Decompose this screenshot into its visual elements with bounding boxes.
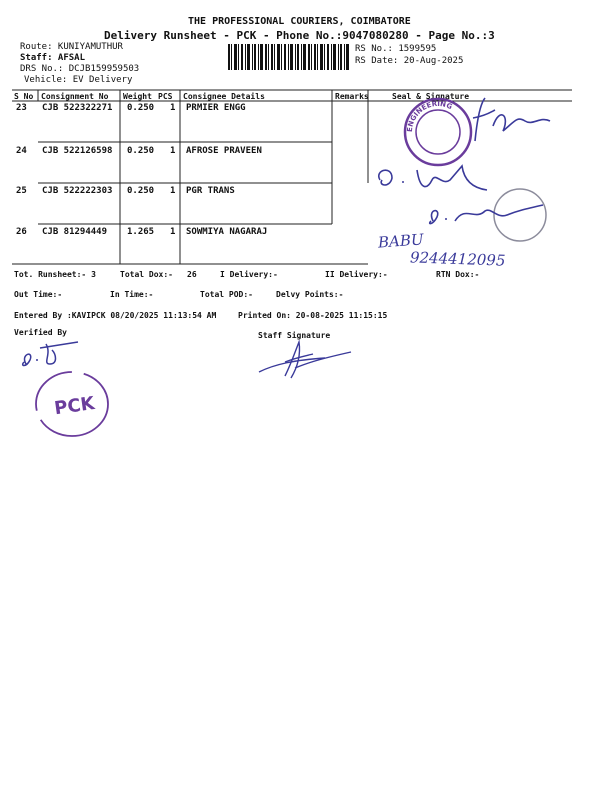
row-sno: 23 [16, 103, 27, 113]
drs-number: DRS No.: DCJB159959503 [20, 64, 140, 74]
staff-label: Staff: AFSAL [20, 53, 86, 63]
verified-by-label: Verified By [14, 328, 67, 337]
svg-text:ENGINEERING [406, 100, 454, 132]
row-weight: 0.250 [127, 186, 155, 196]
entered-by: Entered By :KAVIPCK 08/20/2025 11:13:54 AM [14, 311, 217, 320]
runsheet-subtitle: Delivery Runsheet - PCK - Phone No.:9047080280 - Page No.:3 [104, 29, 495, 42]
total-dox-value: 26 [187, 270, 197, 279]
delvy-points: Delvy Points:- [276, 290, 344, 299]
col-header-sno: S No [14, 92, 34, 101]
total-dox-label: Total Dox:- [120, 270, 173, 279]
pck-stamp [32, 368, 112, 440]
staff-signature [255, 338, 355, 383]
row-sno: 26 [16, 227, 27, 237]
rs-date: RS Date: 20-Aug-2025 [355, 56, 464, 66]
row-consignment: CJB 522322271 [42, 103, 113, 113]
company-title: THE PROFESSIONAL COURIERS, COIMBATORE [188, 16, 411, 27]
row-pcs: 1 [170, 186, 176, 196]
seal-text: ENGINEERING [405, 99, 454, 133]
col-header-pcs: PCS [158, 92, 173, 101]
row-consignment: CJB 522222303 [42, 186, 113, 196]
rtn-dox: RTN Dox:- [436, 270, 480, 279]
signature-row25 [425, 185, 555, 245]
printed-on: Printed On: 20-08-2025 11:15:15 [238, 311, 388, 320]
row-consignee: PGR TRANS [186, 186, 235, 196]
i-delivery: I Delivery:- [220, 270, 278, 279]
col-header-remarks: Remarks [335, 92, 369, 101]
route-label: Route: KUNIYAMUTHUR [20, 42, 123, 52]
row-weight: 0.250 [127, 103, 155, 113]
total-pod: Total POD:- [200, 290, 253, 299]
vehicle-label: Vehicle: EV Delivery [24, 75, 133, 85]
row-pcs: 1 [170, 103, 176, 113]
col-header-seal: Seal & Signature [392, 92, 470, 101]
row-pcs: 1 [170, 227, 176, 237]
row-consignee: SOWMIYA NAGARAJ [186, 227, 268, 237]
row-pcs: 1 [170, 146, 176, 156]
row-consignee: AFROSE PRAVEEN [186, 146, 262, 156]
col-header-weight: Weight [123, 92, 152, 101]
col-header-consignment: Consignment No [41, 92, 109, 101]
row-consignee: PRMIER ENGG [186, 103, 246, 113]
row-consignment: CJB 522126598 [42, 146, 113, 156]
row-weight: 0.250 [127, 146, 155, 156]
col-header-consignee: Consignee Details [183, 92, 265, 101]
row-sno: 25 [16, 186, 27, 196]
in-time: In Time:- [110, 290, 154, 299]
total-runsheet: Tot. Runsheet:- 3 [14, 270, 96, 279]
row-weight: 1.265 [127, 227, 155, 237]
ii-delivery: II Delivery:- [325, 270, 388, 279]
handwritten-name: BABU [377, 230, 425, 252]
out-time: Out Time:- [14, 290, 63, 299]
signature-row23 [455, 96, 565, 146]
handwritten-phone: 9244412095 [409, 248, 506, 270]
staff-signature-label: Staff Signature [258, 331, 331, 340]
row-consignment: CJB 81294449 [42, 227, 108, 237]
rs-number: RS No.: 1599595 [355, 44, 437, 54]
row-sno: 24 [16, 146, 27, 156]
pck-stamp-text: PCK [53, 392, 96, 420]
